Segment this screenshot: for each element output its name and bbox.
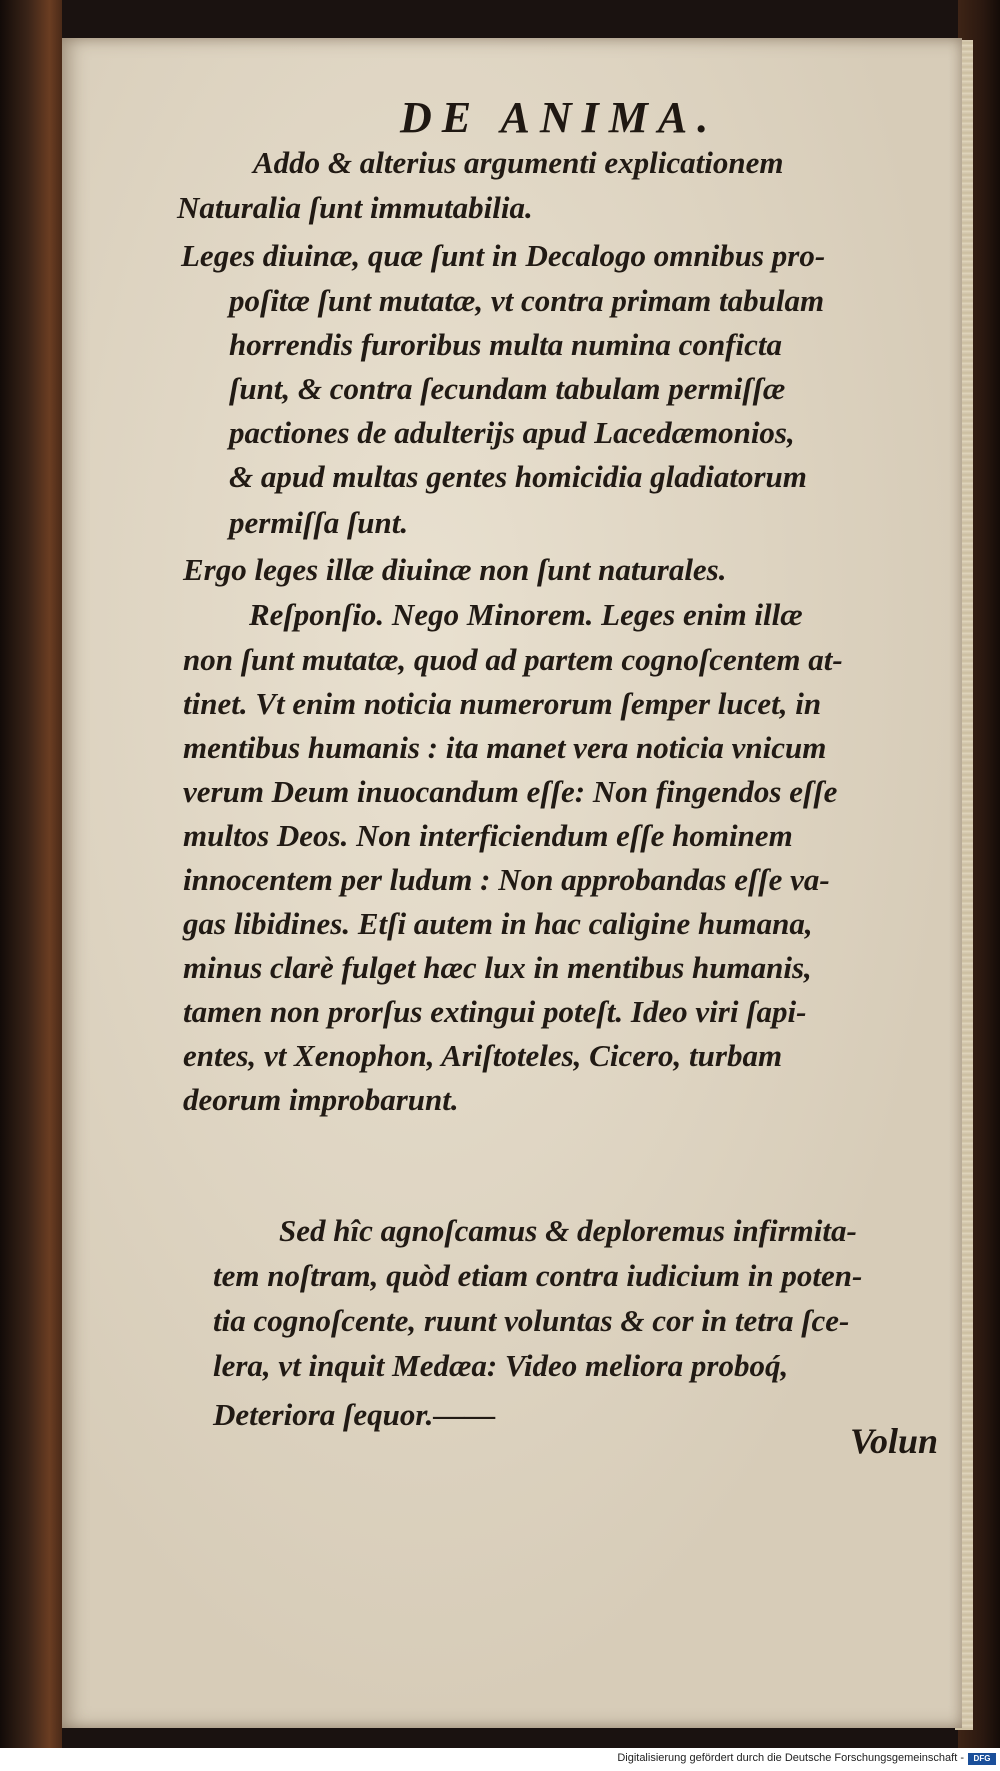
text-line: mentibus humanis : ita manet vera noticia vnicum	[183, 730, 827, 765]
book-binding-left	[0, 0, 62, 1748]
text-line: tia cognoſcente, ruunt voluntas & cor in tetra ſce-	[213, 1303, 850, 1338]
text-line: Naturalia ſunt immutabilia.	[177, 190, 533, 225]
text-line: gas libidines. Etſi autem in hac caligine humana,	[183, 906, 813, 941]
text-line: innocentem per ludum : Non approbandas eſſe va-	[183, 862, 830, 897]
text-line: tem noſtram, quòd etiam contra iudicium in poten-	[213, 1258, 863, 1293]
dfg-logo-icon: DFG	[968, 1753, 996, 1765]
text-line: permiſſa ſunt.	[229, 505, 409, 540]
running-head: DE ANIMA.	[400, 93, 719, 142]
text-line: Leges diuinæ, quæ ſunt in Decalogo omnibus pro-	[181, 238, 826, 273]
text-line: lera, vt inquit Medæa: Video meliora proboq́,	[213, 1348, 789, 1383]
text-line: multos Deos. Non interficiendum eſſe hominem	[183, 818, 793, 853]
text-line: Sed hîc agnoſcamus & deploremus infirmita-	[279, 1213, 857, 1248]
text-line: poſitæ ſunt mutatæ, vt contra primam tabulam	[229, 283, 825, 318]
catchword: Volun	[850, 1421, 939, 1461]
text-line: pactiones de adulterijs apud Lacedæmonios,	[229, 415, 795, 450]
text-line: ſunt, & contra ſecundam tabulam permiſſæ	[229, 371, 786, 406]
text-line: Addo & alterius argumenti explicationem	[253, 145, 784, 180]
text-line: entes, vt Xenophon, Ariſtoteles, Cicero, turbam	[183, 1038, 783, 1073]
text-line: Ergo leges illæ diuinæ non ſunt naturales.	[183, 552, 727, 587]
text-line: & apud multas gentes homicidia gladiatorum	[229, 459, 807, 494]
text-line: horrendis furoribus multa numina conficta	[229, 327, 782, 362]
text-line: deorum improbarunt.	[183, 1082, 459, 1117]
funding-credit: Digitalisierung gefördert durch die Deutsche Forschungsgemeinschaft -	[617, 1752, 964, 1764]
text-line: verum Deum inuocandum eſſe: Non fingendos eſſe	[183, 774, 838, 809]
text-line: minus clarè fulget hæc lux in mentibus humanis,	[183, 950, 812, 985]
text-line: non ſunt mutatæ, quod ad partem cognoſcentem at-	[183, 642, 843, 677]
footer-bar	[0, 1748, 1000, 1771]
text-line: Reſponſio. Nego Minorem. Leges enim illæ	[249, 597, 803, 632]
text-line: tinet. Vt enim noticia numerorum ſemper lucet, in	[183, 686, 822, 721]
text-line: Deteriora ſequor.——	[213, 1397, 496, 1432]
text-line: tamen non prorſus extingui poteſt. Ideo viri ſapi-	[183, 994, 807, 1029]
